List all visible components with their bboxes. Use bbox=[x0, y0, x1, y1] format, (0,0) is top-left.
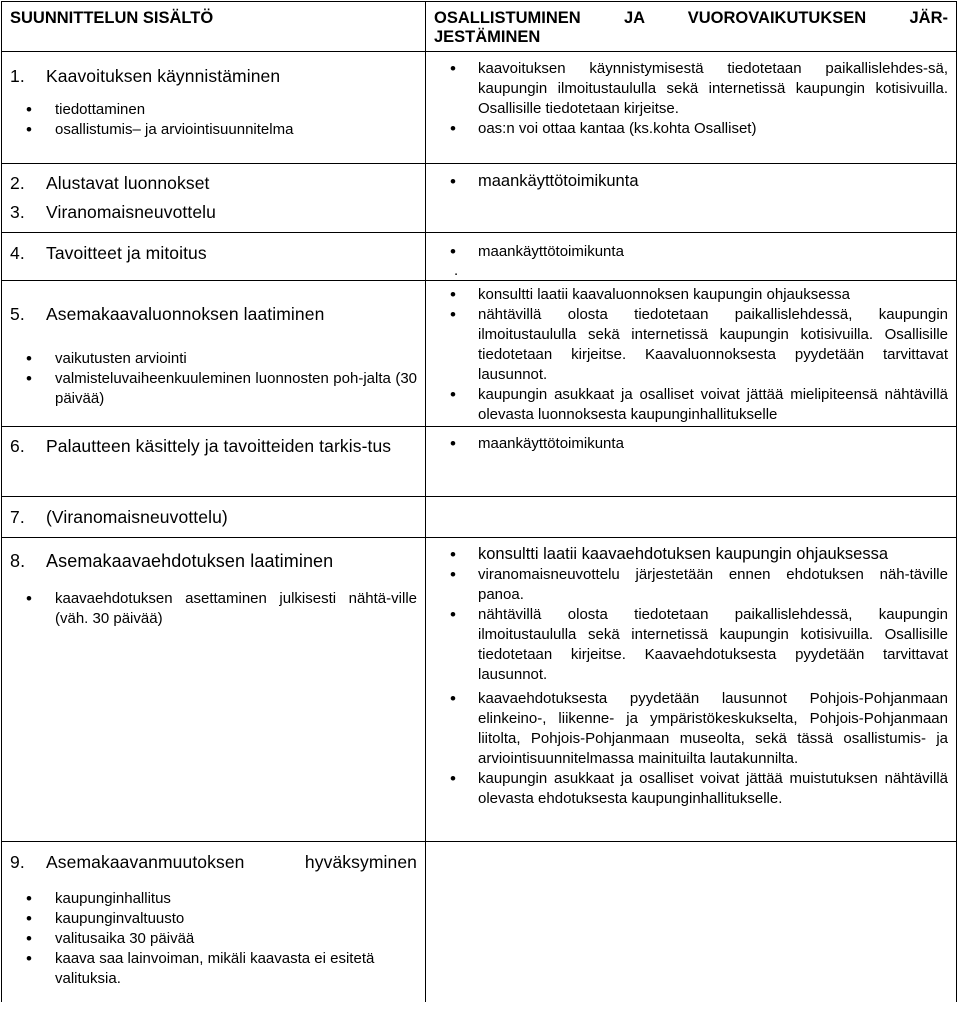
row2-left bbox=[2, 164, 426, 233]
row8-left bbox=[2, 538, 426, 842]
table-row bbox=[2, 538, 957, 842]
step-title bbox=[10, 303, 417, 325]
step-number: 2. bbox=[10, 173, 25, 193]
list-item: • kaupunginhallitus bbox=[10, 889, 417, 909]
list-item: • maankäyttötoimikunta bbox=[434, 242, 948, 262]
list-item: • kaavoituksen käynnistymisestä tiedotetaan paikallislehdes-sä, kaupungin ilmoitustaululla sekä internetissä kaupungin kotisivuilla. Osallisille tiedotetaan kirjeitse. bbox=[434, 59, 948, 119]
row4-left bbox=[2, 233, 426, 281]
list-item: • tiedottaminen bbox=[10, 100, 417, 120]
list-item: • kaupungin asukkaat ja osalliset voivat jättää mielipiteensä nähtävillä olevasta luonnoksesta kaupunginhallitukselle bbox=[434, 385, 948, 425]
step-heading: Viranomaisneuvottelu bbox=[46, 202, 216, 222]
list-item: • kaavaehdotuksesta pyydetään lausunnot Pohjois-Pohjanmaan elinkeino-, liikenne- ja ympäristökeskukselta, Pohjois-Pohjanmaan liitolta, Pohjois-Pohjanmaan museolta, sekä tässä osallistumis- ja arviointisuunnitelmassa mainituilta lautakunnilta. bbox=[434, 689, 948, 769]
row9-right bbox=[426, 842, 957, 1002]
step-number: 6. bbox=[10, 436, 25, 456]
list-item: • valitusaika 30 päivää bbox=[10, 929, 417, 949]
step-heading: Kaavoituksen käynnistäminen bbox=[46, 66, 281, 86]
list-item: • valmisteluvaiheenkuuleminen luonnosten poh-jalta (30 päivää) bbox=[10, 369, 417, 409]
step-number: 8. bbox=[10, 551, 26, 571]
list-item: • kaupungin asukkaat ja osalliset voivat jättää muistutuksen nähtävillä olevasta ehdotuksesta kaupunginhallitukselle. bbox=[434, 769, 948, 809]
step-title bbox=[10, 65, 417, 87]
step-number: 5. bbox=[10, 304, 25, 324]
row7-left bbox=[2, 497, 426, 538]
list-item: • osallistumis– ja arviointisuunnitelma bbox=[10, 120, 417, 140]
row7-right bbox=[426, 497, 957, 538]
header-left bbox=[2, 2, 426, 52]
row5-right bbox=[426, 281, 957, 427]
header-right bbox=[426, 2, 957, 52]
table-row bbox=[2, 52, 957, 164]
table-row bbox=[2, 281, 957, 427]
list-item: • nähtävillä olosta tiedotetaan paikallislehdessä, kaupungin ilmoitustaululla sekä internetissä kaupungin kotisivuilla. Osallisille tiedotetaan kirjeitse. Kaavaehdotuksesta pyydetään tarvittavat lausunnot. bbox=[434, 605, 948, 685]
list-item: • maankäyttötoimikunta bbox=[434, 434, 948, 454]
step-title bbox=[10, 435, 417, 457]
list-item: • konsultti laatii kaavaluonnoksen kaupungin ohjauksessa bbox=[434, 285, 948, 305]
step-number: 3. bbox=[10, 202, 25, 222]
list-item: • kaava saa lainvoiman, mikäli kaavasta ei esitetä valituksia. bbox=[10, 949, 417, 989]
step-title bbox=[10, 242, 417, 264]
table-header-row bbox=[2, 2, 957, 52]
step-number: 7. bbox=[10, 507, 25, 527]
table-row bbox=[2, 164, 957, 233]
planning-table bbox=[1, 1, 957, 1002]
step-title bbox=[10, 851, 417, 873]
list-item: • kaavaehdotuksen asettaminen julkisesti nähtä-ville (väh. 30 päivää) bbox=[10, 589, 417, 629]
row6-right bbox=[426, 427, 957, 497]
stray-period: . bbox=[454, 262, 459, 279]
table-row bbox=[2, 842, 957, 1002]
list-item: • nähtävillä olosta tiedotetaan paikallislehdessä, kaupungin ilmoitustaululla sekä internetissä kaupungin kotisivuilla. Osallisille tiedotetaan kirjeitse. Kaavaluonnoksesta pyydetään tarvittavat lausunnot. bbox=[434, 305, 948, 385]
step-number: 1. bbox=[10, 66, 25, 86]
row1-right bbox=[426, 52, 957, 164]
row1-left bbox=[2, 52, 426, 164]
step-title bbox=[10, 506, 417, 528]
row2-right bbox=[426, 164, 957, 233]
table-row bbox=[2, 233, 957, 281]
step-heading: Palautteen käsittely ja tavoitteiden tarkis-tus bbox=[46, 436, 392, 456]
step-heading: Tavoitteet ja mitoitus bbox=[46, 243, 207, 263]
list-item: • viranomaisneuvottelu järjestetään ennen ehdotuksen näh-täville panoa. bbox=[434, 565, 948, 605]
step-title bbox=[10, 201, 417, 223]
row9-left bbox=[2, 842, 426, 1002]
list-item: • vaikutusten arviointi bbox=[10, 349, 417, 369]
step-heading: (Viranomaisneuvottelu) bbox=[46, 507, 228, 527]
list-item: • maankäyttötoimikunta bbox=[434, 171, 948, 192]
list-item: • konsultti laatii kaavaehdotuksen kaupungin ohjauksessa bbox=[434, 544, 948, 565]
step-title bbox=[10, 550, 417, 572]
step-heading: Asemakaavaluonnoksen laatiminen bbox=[46, 304, 325, 324]
step-title bbox=[10, 172, 417, 194]
table-row bbox=[2, 427, 957, 497]
step-heading: Asemakaavanmuutoksen hyväksyminen bbox=[46, 852, 417, 872]
step-number: 9. bbox=[10, 852, 25, 872]
row4-right bbox=[426, 233, 957, 281]
table-row bbox=[2, 497, 957, 538]
step-heading: Asemakaavaehdotuksen laatiminen bbox=[46, 551, 334, 571]
header-right-line2: JESTÄMINEN bbox=[434, 28, 541, 46]
row8-right bbox=[426, 538, 957, 842]
step-heading: Alustavat luonnokset bbox=[46, 173, 210, 193]
step-number: 4. bbox=[10, 243, 25, 263]
row5-left bbox=[2, 281, 426, 427]
list-item: • kaupunginvaltuusto bbox=[10, 909, 417, 929]
header-left-text: SUUNNITTELUN SISÄLTÖ bbox=[10, 9, 214, 27]
list-item: • oas:n voi ottaa kantaa (ks.kohta Osalliset) bbox=[434, 119, 948, 139]
header-right-line1: OSALLISTUMINEN JA VUOROVAIKUTUKSEN JÄR- bbox=[434, 9, 948, 27]
row6-left bbox=[2, 427, 426, 497]
